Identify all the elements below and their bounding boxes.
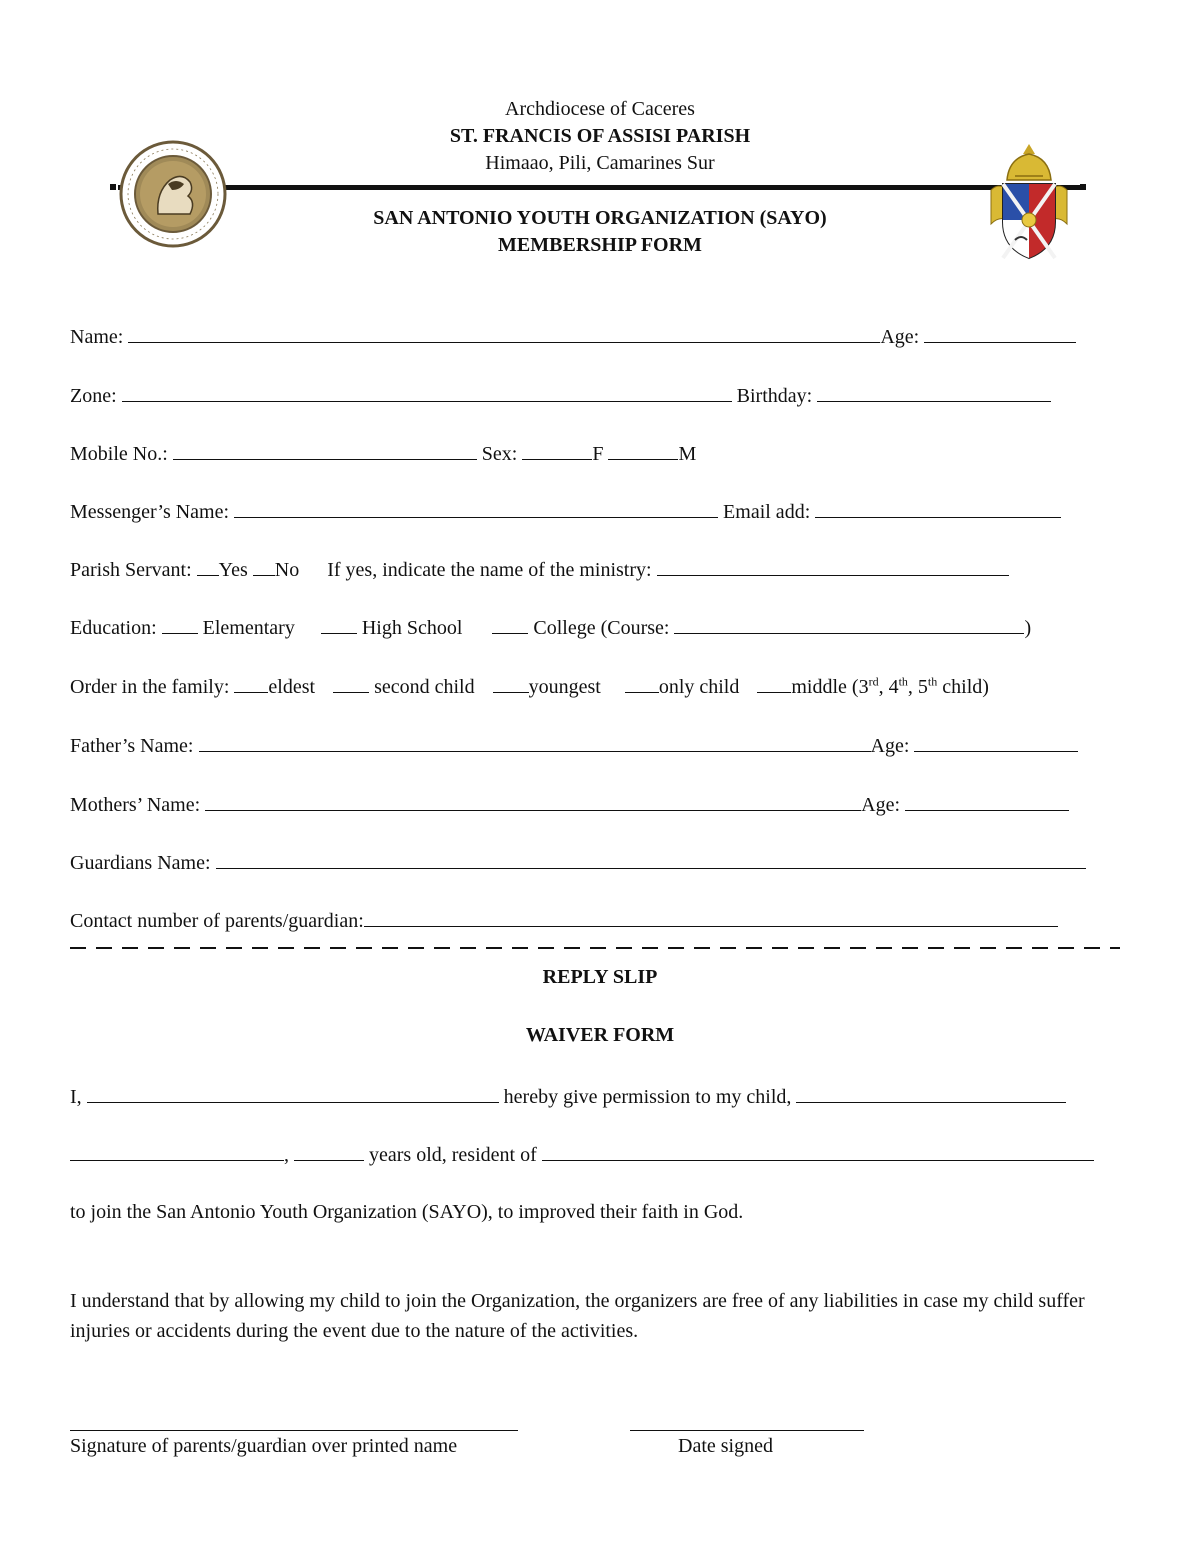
parish-name: ST. FRANCIS OF ASSISI PARISH (449, 125, 751, 147)
rule-end-dot (110, 184, 116, 190)
mother-row (70, 792, 1069, 817)
messenger-label: Messenger’s Name: (70, 501, 230, 523)
middle-label: middle (3rd, 4th, 5th child) (791, 674, 989, 698)
name-label: Name: (70, 326, 124, 348)
mobile-row (70, 441, 696, 466)
zone-row (70, 383, 1051, 408)
college-blank[interactable] (492, 615, 528, 634)
parish-servant-label: Parish Servant: (70, 559, 192, 581)
sex-f-label: F (592, 443, 604, 465)
child-name-field[interactable] (796, 1084, 1066, 1103)
organization-name: SAN ANTONIO YOUTH ORGANIZATION (SAYO) (373, 207, 827, 229)
contact-field[interactable] (364, 908, 1058, 927)
eldest-label: eldest (268, 676, 316, 698)
college-label: College (Course: (533, 617, 670, 639)
join-text: to join the San Antonio Youth Organization (SAYO), to improved their faith in God. (70, 1201, 744, 1223)
no-blank[interactable] (253, 557, 275, 576)
waiver-line-2 (70, 1142, 1094, 1167)
sex-m-label: M (678, 443, 697, 465)
comma-text: , (284, 1144, 289, 1166)
parish-servant-row (70, 557, 1009, 582)
ministry-label: If yes, indicate the name of the ministry: (327, 559, 652, 581)
parish-address: Himaao, Pili, Camarines Sur (485, 152, 715, 174)
second-child-label: second child (374, 676, 475, 698)
education-label: Education: (70, 617, 157, 639)
coat-of-arms-logo (985, 140, 1073, 262)
guardian-field[interactable] (216, 850, 1086, 869)
father-field[interactable] (199, 733, 871, 752)
father-age-field[interactable] (914, 733, 1078, 752)
form-title: MEMBERSHIP FORM (498, 234, 702, 256)
mobile-label: Mobile No.: (70, 443, 168, 465)
sex-m-blank[interactable] (608, 441, 678, 460)
ministry-field[interactable] (657, 557, 1009, 576)
mother-label: Mothers’ Name: (70, 794, 201, 816)
archdiocese-text: Archdiocese of Caceres (505, 98, 695, 120)
order-label: Order in the family: (70, 676, 230, 698)
close-paren: ) (1024, 617, 1032, 639)
birthday-field[interactable] (817, 383, 1051, 402)
name-row (70, 324, 1076, 349)
second-child-blank[interactable] (333, 674, 369, 693)
sex-f-blank[interactable] (522, 441, 592, 460)
mother-age-label: Age: (861, 794, 901, 816)
waiver-form-title: WAIVER FORM (525, 1024, 675, 1046)
name-field[interactable] (128, 324, 880, 343)
father-row (70, 733, 1078, 758)
only-child-label: only child (658, 676, 740, 698)
age-field[interactable] (924, 324, 1076, 343)
messenger-field[interactable] (234, 499, 718, 518)
father-label: Father’s Name: (70, 735, 194, 757)
reply-slip-title: REPLY SLIP (542, 966, 658, 988)
contact-label: Contact number of parents/guardian: (70, 910, 364, 932)
yes-label: Yes (218, 559, 248, 581)
waiver-line-1 (70, 1084, 1066, 1109)
email-label: Email add: (723, 501, 811, 523)
parent-name-field[interactable] (87, 1084, 499, 1103)
mother-age-field[interactable] (905, 792, 1069, 811)
liability-paragraph: I understand that by allowing my child to join the Organization, the organizers are free of any liabilities in case my child suffer injuries or accidents during the event due to the nature of the activities. (70, 1290, 1085, 1342)
yes-blank[interactable] (197, 557, 219, 576)
birthday-label: Birthday: (736, 385, 813, 407)
guardian-label: Guardians Name: (70, 852, 211, 874)
sex-label: Sex: (481, 443, 518, 465)
years-old-text: years old, resident of (369, 1144, 537, 1166)
order-row (70, 674, 989, 699)
guardian-row (70, 850, 1086, 875)
mother-field[interactable] (205, 792, 861, 811)
education-row (70, 615, 1031, 640)
age-label: Age: (880, 326, 920, 348)
date-caption: Date signed (678, 1435, 773, 1457)
youngest-blank[interactable] (493, 674, 529, 693)
rule-end-dot (1080, 184, 1086, 190)
eldest-blank[interactable] (234, 674, 268, 693)
signature-caption: Signature of parents/guardian over printed name (70, 1435, 458, 1457)
youngest-label: youngest (528, 676, 601, 698)
elementary-blank[interactable] (162, 615, 198, 634)
elementary-label: Elementary (202, 617, 295, 639)
child-age-field[interactable] (294, 1142, 364, 1161)
course-field[interactable] (674, 615, 1024, 634)
mobile-field[interactable] (173, 441, 477, 460)
signature-line[interactable] (70, 1430, 518, 1431)
contact-row (70, 908, 1058, 933)
child-name-cont-field[interactable] (70, 1142, 284, 1161)
high-school-blank[interactable] (321, 615, 357, 634)
zone-field[interactable] (122, 383, 732, 402)
cut-line (70, 947, 1120, 949)
residence-field[interactable] (542, 1142, 1094, 1161)
header-rule (118, 185, 1086, 190)
only-child-blank[interactable] (625, 674, 659, 693)
parish-seal-logo (118, 132, 228, 256)
middle-blank[interactable] (757, 674, 791, 693)
father-age-label: Age: (870, 735, 910, 757)
i-label: I, (70, 1086, 82, 1108)
high-school-label: High School (361, 617, 463, 639)
zone-label: Zone: (70, 385, 117, 407)
email-field[interactable] (815, 499, 1061, 518)
permission-text: hereby give permission to my child, (503, 1086, 792, 1108)
messenger-row (70, 499, 1061, 524)
no-label: No (274, 559, 300, 581)
date-line[interactable] (630, 1430, 864, 1431)
